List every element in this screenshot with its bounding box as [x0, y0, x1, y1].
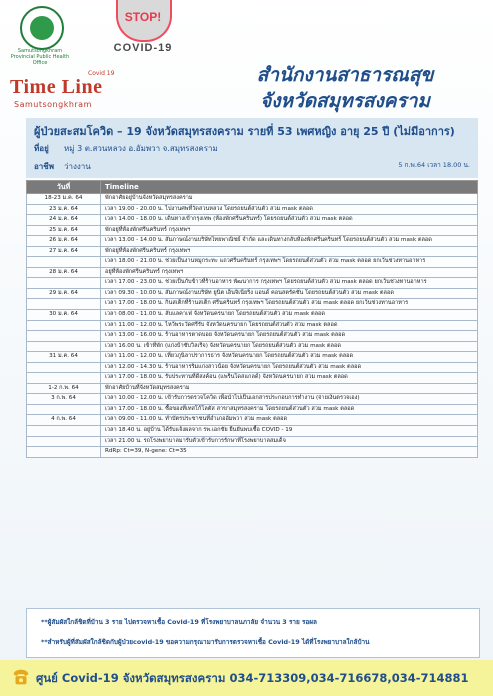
date-cell: 26 ม.ค. 64 [27, 236, 101, 247]
date-cell [27, 404, 101, 415]
date-cell [27, 447, 101, 458]
patient-title: ผู้ป่วยสะสมโควิด – 19 จังหวัดสมุทรสงคราม รายที่ 53 เพศหญิง อายุ 25 ปี (ไม่มีอาการ) [34, 125, 455, 138]
logo-caption: Samutsongkhram Provincial Public Health Office [10, 48, 70, 66]
patient-info [26, 118, 478, 178]
table-row [27, 341, 478, 352]
timeline-table [26, 180, 478, 458]
timeline-cell: เวลา 09.30 - 10.00 น. สัมภาษณ์งานบริษัท ยูนิต เอ็นจิเนียริ่ง แอนด์ คอนสตรัคชั่น โดยรถยนต์ส่วนตัว สวม mask ตลอด [101, 288, 478, 299]
timeline-cell: เวลา 13.00 - 14.00 น. สัมภาษณ์งานบริษัทไทยพาณิชย์ จำกัด และเดินทางกลับห้องพักศรีนครินทร์ โดยรถยนต์ส่วนตัว สวม mask ตลอด [101, 236, 478, 247]
timeline-cell: เวลา 19.00 - 20.00 น. ไปงานศพที่วัดสวนหลวง โดยรถยนต์ส่วนตัว สวม mask ตลอด [101, 204, 478, 215]
footer-bar [0, 660, 493, 696]
date-cell [27, 373, 101, 384]
table-row [27, 352, 478, 363]
date-cell: 24 ม.ค. 64 [27, 215, 101, 226]
timeline-cell: เวลา 17.00 - 18.00 น. รับประทานที่ดีสงค์อน (แพร็นโดสแกลด์) จังหวัดนครนายก สวม mask ตลอด [101, 373, 478, 384]
table-row [27, 236, 478, 247]
date-cell [27, 426, 101, 437]
column-header-date: วันที่ [27, 181, 101, 194]
stop-covid-badge [100, 0, 186, 58]
date-cell: 23 ม.ค. 64 [27, 204, 101, 215]
timeline-cell: เวลา 08.00 - 11.00 น. ลับแลคาเฟ่ จังหวัดนครนายก โดยรถยนต์ส่วนตัว สวม mask ตลอด [101, 310, 478, 321]
timeline-cell: เวลา 17.00 - 18.00 น. ซื้อของที่เทสโก้โลตัส สาขาสมุทรสงคราม โดยรถยนต์ส่วนตัว สวม mask ตลอด [101, 404, 478, 415]
date-cell: 28 ม.ค. 64 [27, 267, 101, 278]
table-row [27, 447, 478, 458]
date-cell: 27 ม.ค. 64 [27, 246, 101, 257]
date-cell [27, 331, 101, 342]
covid-label: COVID-19 [113, 42, 173, 54]
timeline-cell: เวลา 17.00 - 23.00 น. ช่วยเป็นกับข้าวที่ร้านอาหาร พัฒนาการ กรุงเทพฯ โดยรถยนต์ส่วนตัว สวม mask ตลอด ยกเว้นช่วงทานอาหาร [101, 278, 478, 289]
date-cell: 30 ม.ค. 64 [27, 310, 101, 321]
timeline-cell: เวลา 18.00 - 21.00 น. ช่วยเป็นงานหมูกระทะ แถวศรีนครินทร์ กรุงเทพฯ โดยรถยนต์ส่วนตัว สวม mask ตลอด ยกเว้นช่วงทานอาหาร [101, 257, 478, 268]
timeline-cell: RdRp: Ct=39, N-gene: Ct=35 [101, 447, 478, 458]
timeline-cell: พักอาศัยบ้านที่จังหวัดสมุทรสงคราม [101, 383, 478, 394]
table-row [27, 225, 478, 236]
table-row [27, 383, 478, 394]
date-cell: 3 ก.พ. 64 [27, 394, 101, 405]
timeline-title: Time Line [10, 76, 103, 98]
table-row [27, 267, 478, 278]
table-row [27, 288, 478, 299]
address-label: ที่อยู่ [34, 144, 49, 153]
table-row [27, 394, 478, 405]
timeline-cell: อยู่ที่ห้องพักศรีนครินทร์ กรุงเทพฯ [101, 267, 478, 278]
timeline-cell: เวลา 18.40 น. อยู่บ้าน ได้รับแจ้งผลจาก รพ.เอกชัย ยืนยันพบเชื้อ COVID - 19 [101, 426, 478, 437]
table-row [27, 426, 478, 437]
table-row [27, 215, 478, 226]
date-cell: 18-23 ม.ค. 64 [27, 194, 101, 205]
timeline-cell: พักอยู่ที่ห้องพักศรีนครินทร์ กรุงเทพฯ [101, 225, 478, 236]
date-cell: 4 ก.พ. 64 [27, 415, 101, 426]
seal-icon [20, 6, 64, 50]
table-row [27, 278, 478, 289]
table-row [27, 404, 478, 415]
timeline-cell: เวลา 21.00 น. รถโรงพยาบาลมารับตัวเข้ารับการรักษาที่โรงพยาบาลสมเด็จ [101, 436, 478, 447]
table-header-row [27, 181, 478, 194]
table-row [27, 362, 478, 373]
column-header-timeline: Timeline [101, 181, 478, 194]
table-row [27, 436, 478, 447]
job-value: ว่างงาน [64, 162, 91, 171]
phone-icon [10, 666, 32, 688]
date-cell [27, 341, 101, 352]
date-cell [27, 257, 101, 268]
timeline-cell: เวลา 14.00 - 18.00 น. เดินทางเข้ากรุงเทพ (ห้องพักศรีนครินทร์) โดยรถยนต์ส่วนตัว สวม mask ตลอด [101, 215, 478, 226]
timeline-cell: พักอาศัยอยู่บ้านจังหวัดสมุทรสงคราม [101, 194, 478, 205]
timeline-cell: เวลา 11.00 - 12.00 น. เที่ยวภูนิลาปราการธาร จังหวัดนครนายก โดยรถยนต์ส่วนตัว สวม mask ตลอด [101, 352, 478, 363]
stop-label: STOP! [124, 10, 162, 24]
timeline-badge [8, 70, 118, 110]
timeline-cell: เวลา 17.00 - 18.00 น. กินสเต็กที่ร้านสเต็ก ศรีนครินทร์ กรุงเทพฯ โดยรถยนต์ส่วนตัว สวม mask ตลอด ยกเว้นช่วงทานอาหาร [101, 299, 478, 310]
timeline-subtitle: Samutsongkhram [14, 100, 92, 109]
timeline-cell: เวลา 16.00 น. เข้าที่พัก (แก่งบ้าซับวิลเรีจ) จังหวัดนครนายก โดยรถยนต์ส่วนตัว สวม mask ตลอด [101, 341, 478, 352]
date-cell [27, 436, 101, 447]
table-row [27, 204, 478, 215]
timeline-cell: เวลา 11.00 - 12.00 น. ไหว้พระวัดศรีรับ จังหวัดนครนายก โดยรถยนต์ส่วนตัว สวม mask ตลอด [101, 320, 478, 331]
table-row [27, 320, 478, 331]
date-cell [27, 320, 101, 331]
timeline-cell: เวลา 13.00 - 16.00 น. ร้านอาหารตาดบอย จังหวัดนครนายก โดยรถยนต์ส่วนตัว สวม mask ตลอด [101, 331, 478, 342]
header [0, 0, 493, 118]
date-cell: 31 ม.ค. 64 [27, 352, 101, 363]
notes-box [26, 608, 480, 658]
address-value: หมู่ 3 ต.สวนหลวง อ.อัมพวา จ.สมุทรสงคราม [64, 144, 218, 153]
table-row [27, 246, 478, 257]
job-label: อาชีพ [34, 162, 54, 171]
hotline-text: ศูนย์ Covid-19 จังหวัดสมุทรสงคราม 034-713309,034-716678,034-714881 [36, 671, 469, 685]
timeline-cell: เวลา 09.00 - 11.00 น. ทำบัตรประชาชนที่อำเภออัมพวา สวม mask ตลอด [101, 415, 478, 426]
timeline-cell: เวลา 10.00 - 12.00 น. เข้ารับการตรวจโควิด เพื่อนำไปเป็นเอกสารประกอบการทำงาน (จ่ายเงินตรวจเอง) [101, 394, 478, 405]
table-row [27, 373, 478, 384]
org-name-line1: สำนักงานสาธารณสุข [256, 64, 434, 86]
date-cell: 29 ม.ค. 64 [27, 288, 101, 299]
date-cell: 1-2 ก.พ. 64 [27, 383, 101, 394]
table-row [27, 194, 478, 205]
org-name-line2: จังหวัดสมุทรสงคราม [260, 90, 430, 112]
table-row [27, 310, 478, 321]
timeline-cell: เวลา 12.00 - 14.30 น. ร้านอาหารริมแก่งสาวน้อย จังหวัดนครนายก โดยรถยนต์ส่วนตัว สวม mask ตลอด [101, 362, 478, 373]
date-cell: 25 ม.ค. 64 [27, 225, 101, 236]
note-contacts: **ผู้สัมผัสใกล้ชิดที่บ้าน 3 ราย ไปตรวจหาเชื้อ Covid-19 ที่โรงพยาบาลนภาลัย จำนวน 3 ราย รอผล [41, 618, 317, 626]
table-row [27, 257, 478, 268]
table-row [27, 331, 478, 342]
date-cell [27, 278, 101, 289]
date-cell [27, 362, 101, 373]
table-row [27, 299, 478, 310]
report-date: 5 ก.พ.64 เวลา 18.00 น. [398, 161, 470, 169]
timeline-cell: พักอยู่ที่ห้องพักศรีนครินทร์ กรุงเทพฯ [101, 246, 478, 257]
table-row [27, 415, 478, 426]
note-advice: **สำหรับผู้ที่สัมผัสใกล้ชิดกับผู้ป่วยcovid-19 ขอความกรุณามารับการตรวจหาเชื้อ Covid-19 ได้ที่โรงพยาบาลใกล้บ้าน [41, 638, 370, 646]
provincial-health-logo [10, 6, 70, 66]
table-body [27, 194, 478, 458]
timeline-small-label: Covid 19 [88, 70, 115, 77]
date-cell [27, 299, 101, 310]
